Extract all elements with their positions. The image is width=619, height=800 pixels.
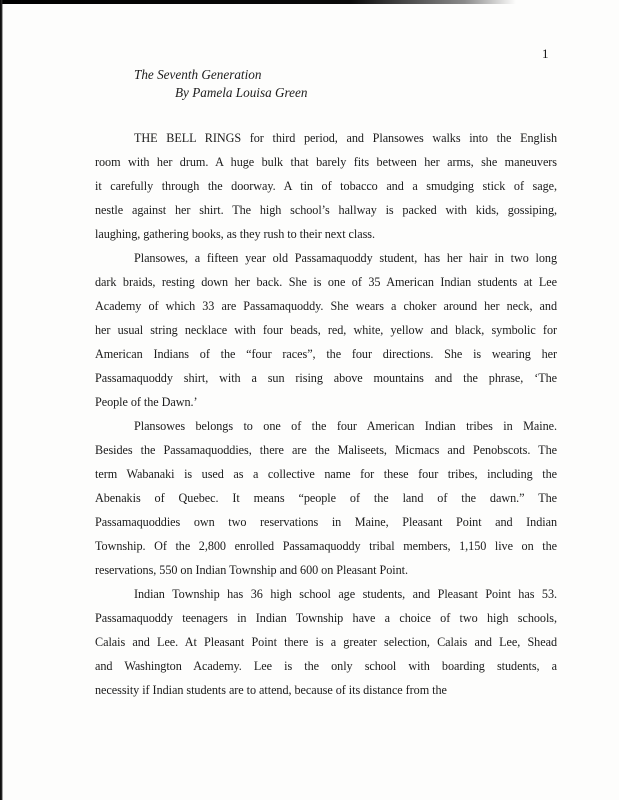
manuscript-line: Besides the Passamaquoddies, there are the Maliseets, Micmacs and Penobscots. The — [95, 443, 557, 457]
paragraph-2 — [95, 246, 557, 414]
scan-artifact-left-edge — [0, 0, 3, 800]
manuscript-line: term Wabanaki is used as a collective name for these four tribes, including the — [95, 467, 557, 481]
manuscript-line: laughing, gathering books, as they rush to their next class. — [95, 227, 375, 241]
manuscript-line: American Indians of the “four races”, the four directions. She is wearing her — [95, 347, 557, 361]
manuscript-line: reservations, 550 on Indian Township and 600 on Pleasant Point. — [95, 563, 408, 577]
manuscript-line: Indian Township has 36 high school age students, and Pleasant Point has 53. — [134, 587, 557, 601]
document-title: The Seventh Generation — [134, 67, 262, 82]
manuscript-line: nestle against her shirt. The high school’s hallway is packed with kids, gossiping, — [95, 203, 557, 217]
manuscript-line: room with her drum. A huge bulk that barely fits between her arms, she maneuvers — [95, 155, 557, 169]
manuscript-line: Passamaquoddy shirt, with a sun rising above mountains and the phrase, ‘The — [95, 371, 557, 385]
manuscript-line: and Washington Academy. Lee is the only school with boarding students, a — [95, 659, 557, 673]
paragraph-1 — [95, 126, 557, 246]
manuscript-line: Township. Of the 2,800 enrolled Passamaquoddy tribal members, 1,150 live on the — [95, 539, 557, 553]
manuscript-body — [95, 126, 557, 702]
manuscript-line: THE BELL RINGS for third period, and Plansowes walks into the English — [134, 131, 557, 145]
manuscript-line: People of the Dawn.’ — [95, 395, 198, 409]
manuscript-line: dark braids, resting down her back. She is one of 35 American Indian students at Lee — [95, 275, 557, 289]
manuscript-line: Abenakis of Quebec. It means “people of the land of the dawn.” The — [95, 491, 557, 505]
manuscript-line: it carefully through the doorway. A tin of tobacco and a smudging stick of sage, — [95, 179, 557, 193]
manuscript-line: Plansowes, a fifteen year old Passamaquoddy student, has her hair in two long — [134, 251, 557, 265]
paragraph-4 — [95, 582, 557, 702]
scan-artifact-top-edge — [0, 0, 516, 4]
title-block — [134, 66, 307, 101]
manuscript-line: Passamaquoddies own two reservations in Maine, Pleasant Point and Indian — [95, 515, 557, 529]
page-number: 1 — [542, 46, 549, 61]
paragraph-3 — [95, 414, 557, 582]
manuscript-line: Calais and Lee. At Pleasant Point there is a greater selection, Calais and Lee, Shead — [95, 635, 557, 649]
manuscript-line: Passamaquoddy teenagers in Indian Township have a choice of two high schools, — [95, 611, 557, 625]
manuscript-line: necessity if Indian students are to attend, because of its distance from the — [95, 683, 447, 697]
manuscript-line: her usual string necklace with four beads, red, white, yellow and black, symbolic for — [95, 323, 557, 337]
document-byline: By Pamela Louisa Green — [175, 84, 308, 100]
manuscript-line: Academy of which 33 are Passamaquoddy. She wears a choker around her neck, and — [95, 299, 557, 313]
manuscript-line: Plansowes belongs to one of the four American Indian tribes in Maine. — [134, 419, 557, 433]
